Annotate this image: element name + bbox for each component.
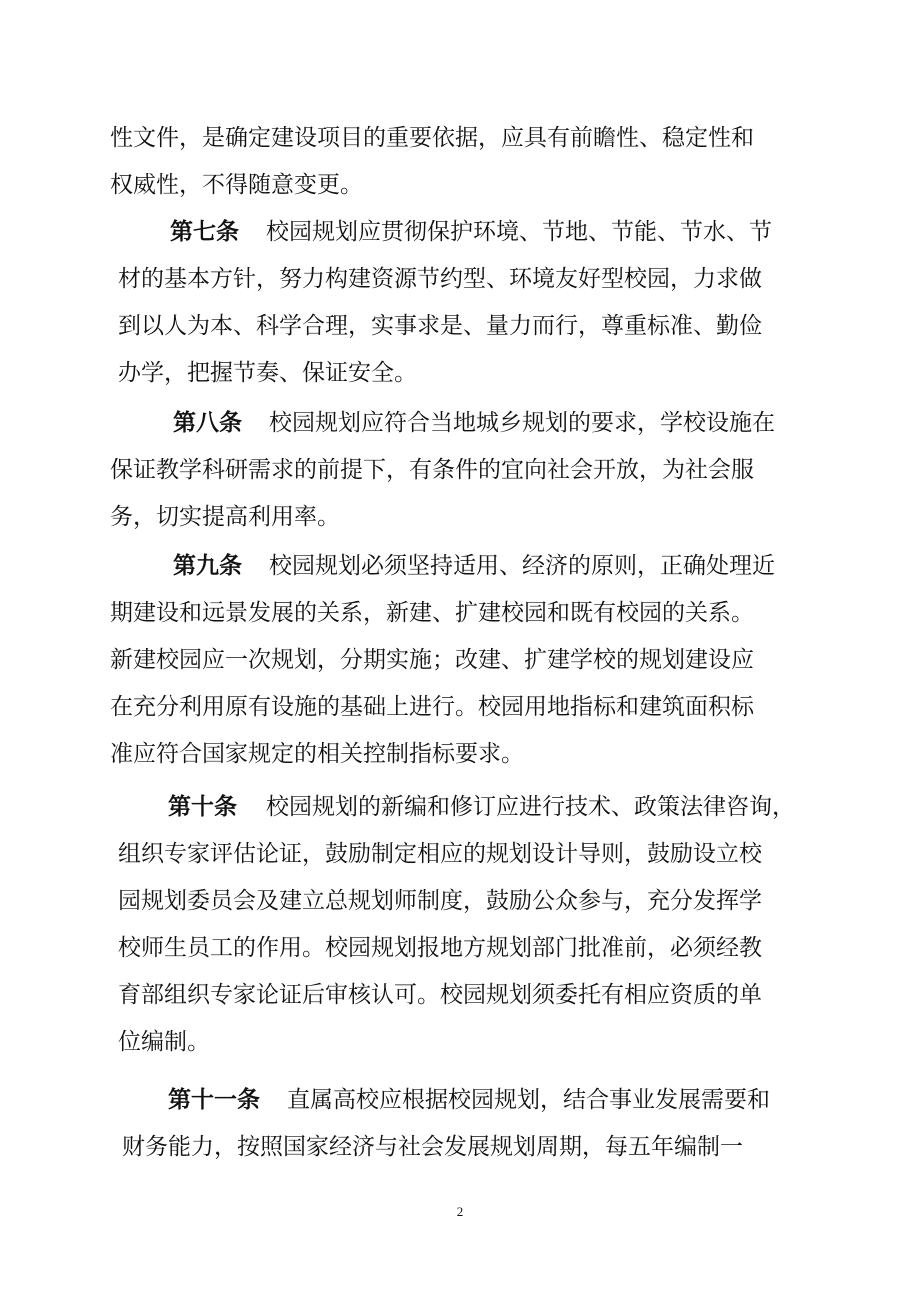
line-text: 新建校园应一次规划，分期实施；改建、扩建学校的规划建设应	[110, 647, 754, 673]
text-line	[0, 450, 920, 490]
text-line	[0, 928, 920, 968]
text-line	[0, 975, 920, 1015]
line-text: 保证教学科研需求的前提下，有条件的宜向社会开放，为社会服	[110, 457, 754, 483]
article-text: 校园规划的新编和修订应进行技术、政策法律咨询，	[266, 794, 795, 820]
article-first-line	[0, 546, 920, 586]
line-text: 到以人为本、科学合理，实事求是、量力而行，尊重标准、勤俭	[118, 313, 762, 339]
article-first-line	[0, 212, 920, 252]
article-heading: 第十条	[168, 793, 237, 820]
text-line	[0, 497, 920, 537]
line-text: 期建设和远景发展的关系，新建、扩建校园和既有校园的关系。	[110, 600, 754, 626]
text-line	[0, 687, 920, 727]
text-line	[0, 165, 920, 205]
text-line	[0, 259, 920, 299]
article-text: 校园规划应贯彻保护环境、节地、节能、节水、节	[266, 219, 772, 245]
article-first-line	[0, 403, 920, 443]
article-first-line	[0, 1080, 920, 1120]
article-text: 直属高校应根据校园规划，结合事业发展需要和	[287, 1087, 770, 1113]
article-text: 校园规划应符合当地城乡规划的要求，学校设施在	[269, 410, 775, 436]
line-text: 性文件，是确定建设项目的重要依据，应具有前瞻性、稳定性和	[110, 125, 754, 151]
line-text: 材的基本方针，努力构建资源节约型、环境友好型校园，力求做	[118, 266, 762, 292]
line-text: 位编制。	[118, 1029, 210, 1055]
text-line	[0, 1022, 920, 1062]
line-text: 权威性，不得随意变更。	[110, 172, 363, 198]
text-line	[0, 306, 920, 346]
text-line	[0, 1127, 920, 1167]
text-line	[0, 734, 920, 774]
text-line	[0, 834, 920, 874]
line-text: 财务能力，按照国家经济与社会发展规划周期，每五年编制一	[122, 1134, 743, 1160]
line-text: 务，切实提高利用率。	[110, 504, 340, 530]
line-text: 园规划委员会及建立总规划师制度，鼓励公众参与，充分发挥学	[118, 888, 762, 914]
text-line	[0, 881, 920, 921]
article-text: 校园规划必须坚持适用、经济的原则，正确处理近	[269, 553, 775, 579]
line-text: 准应符合国家规定的相关控制指标要求。	[110, 741, 524, 767]
article-heading: 第八条	[173, 409, 242, 436]
line-text: 校师生员工的作用。校园规划报地方规划部门批准前，必须经教	[118, 935, 762, 961]
page-number: 2	[456, 1204, 464, 1219]
text-line	[0, 118, 920, 158]
text-line	[0, 353, 920, 393]
text-line	[0, 593, 920, 633]
line-text: 办学，把握节奏、保证安全。	[118, 360, 417, 386]
article-heading: 第七条	[170, 218, 239, 245]
line-text: 在充分利用原有设施的基础上进行。校园用地指标和建筑面积标	[110, 694, 754, 720]
article-heading: 第九条	[173, 552, 242, 579]
line-text: 育部组织专家论证后审核认可。校园规划须委托有相应资质的单	[118, 982, 762, 1008]
article-first-line	[0, 787, 920, 827]
line-text: 组织专家评估论证，鼓励制定相应的规划设计导则，鼓励设立校	[118, 841, 762, 867]
text-line	[0, 640, 920, 680]
article-heading: 第十一条	[168, 1086, 260, 1113]
